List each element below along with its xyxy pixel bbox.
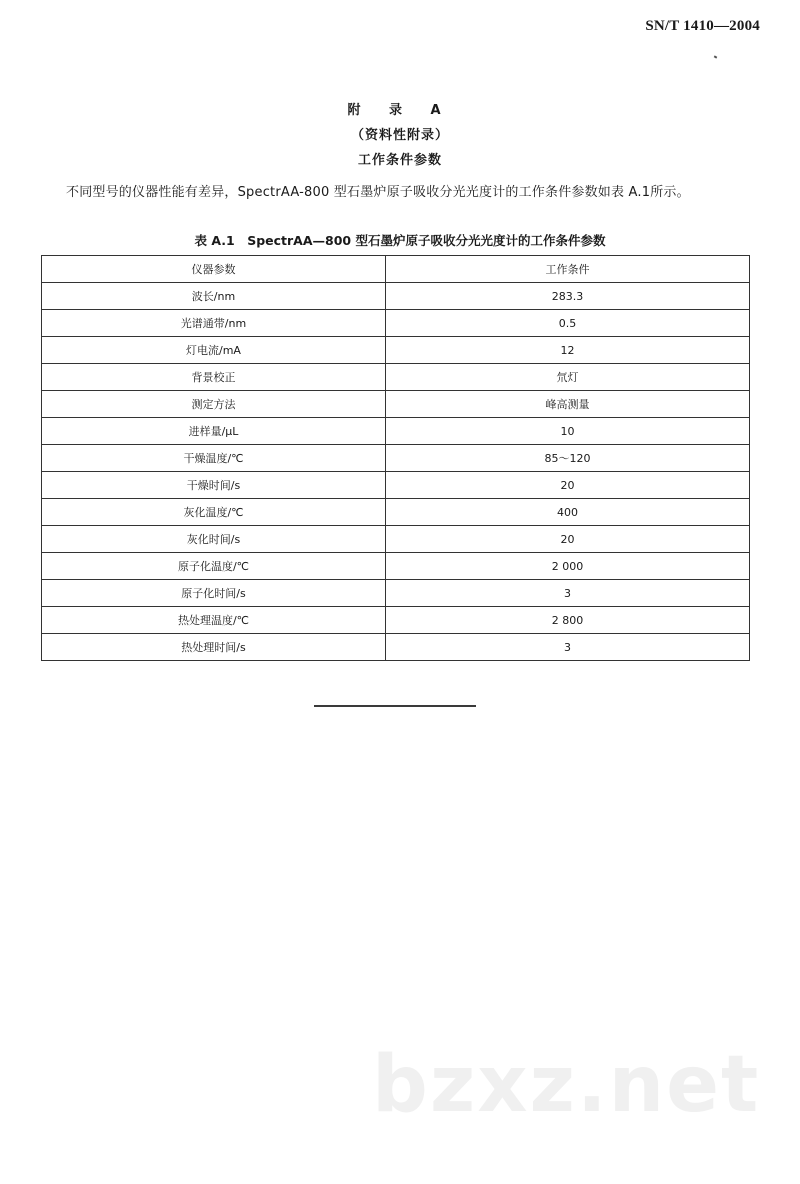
- header-condition: 工作条件: [386, 256, 750, 283]
- value-cell: 3: [386, 634, 750, 661]
- param-cell: 热处理温度/℃: [42, 607, 386, 634]
- table-row: [42, 553, 750, 580]
- annex-title: 工作条件参数: [357, 153, 442, 168]
- table-row: [42, 310, 750, 337]
- value-cell: 2 000: [386, 553, 750, 580]
- value-cell: 20: [386, 472, 750, 499]
- param-cell: 热处理时间/s: [42, 634, 386, 661]
- param-cell: 灰化温度/℃: [42, 499, 386, 526]
- working-conditions-table: [41, 255, 750, 661]
- table-row: [42, 526, 750, 553]
- table-row: [42, 337, 750, 364]
- value-cell: 283.3: [386, 283, 750, 310]
- table-row: [42, 499, 750, 526]
- table-row: [42, 607, 750, 634]
- value-cell: 峰高测量: [386, 391, 750, 418]
- param-cell: 干燥温度/℃: [42, 445, 386, 472]
- standard-code: SN/T 1410—2004: [645, 18, 760, 34]
- param-cell: 光谱通带/nm: [42, 310, 386, 337]
- value-cell: 氘灯: [386, 364, 750, 391]
- value-cell: 85～120: [386, 445, 750, 472]
- header-parameter: 仪器参数: [42, 256, 386, 283]
- param-cell: 背景校正: [42, 364, 386, 391]
- end-rule-divider: [314, 705, 476, 707]
- watermark: bzxz.net: [372, 1040, 761, 1130]
- param-cell: 干燥时间/s: [42, 472, 386, 499]
- table-row: [42, 418, 750, 445]
- value-cell: 2 800: [386, 607, 750, 634]
- param-cell: 测定方法: [42, 391, 386, 418]
- value-cell: 10: [386, 418, 750, 445]
- value-cell: 12: [386, 337, 750, 364]
- param-cell: 灰化时间/s: [42, 526, 386, 553]
- intro-paragraph: 不同型号的仪器性能有差异，SpectrAA-800 型石墨炉原子吸收分光光度计的工作条件参数如表 A.1所示。: [66, 185, 690, 200]
- table-row: [42, 445, 750, 472]
- table-row: [42, 472, 750, 499]
- param-cell: 原子化温度/℃: [42, 553, 386, 580]
- scan-artifact: [714, 55, 718, 58]
- table-caption: 表 A.1 SpectrAA—800 型石墨炉原子吸收分光光度计的工作条件参数: [194, 233, 606, 248]
- table-row: [42, 364, 750, 391]
- annex-label: 附 录 A: [347, 103, 453, 118]
- table-row: [42, 580, 750, 607]
- param-cell: 进样量/μL: [42, 418, 386, 445]
- value-cell: 0.5: [386, 310, 750, 337]
- param-cell: 波长/nm: [42, 283, 386, 310]
- table-row: [42, 283, 750, 310]
- param-cell: 原子化时间/s: [42, 580, 386, 607]
- param-cell: 灯电流/mA: [42, 337, 386, 364]
- table-header-row: [42, 256, 750, 283]
- table-row: [42, 391, 750, 418]
- value-cell: 400: [386, 499, 750, 526]
- table-row: [42, 634, 750, 661]
- value-cell: 20: [386, 526, 750, 553]
- value-cell: 3: [386, 580, 750, 607]
- annex-type: （资料性附录）: [350, 128, 449, 143]
